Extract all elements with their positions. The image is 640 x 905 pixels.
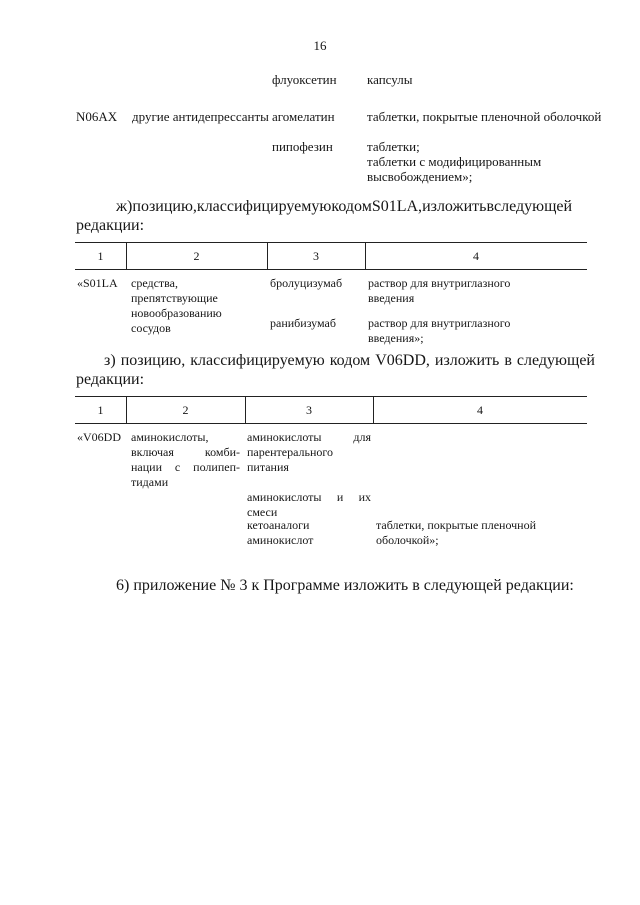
word: комби- xyxy=(204,445,240,459)
dosage-form-line: введения xyxy=(368,291,415,305)
group-name-line: аминокислоты, xyxy=(131,430,209,444)
word: с xyxy=(174,460,181,474)
drug-name: флуоксетин xyxy=(272,72,337,87)
table2-header-col2: 2 xyxy=(182,402,189,417)
group-name-line: сосудов xyxy=(131,321,171,335)
word: в xyxy=(504,352,512,369)
word: з) xyxy=(104,352,116,369)
drug-name-line: кетоаналоги xyxy=(247,518,310,532)
dosage-form: таблетки, покрытые пленочной оболочкой xyxy=(367,109,602,124)
dosage-form-line: раствор для внутриглазного xyxy=(368,276,511,290)
paragraph-z xyxy=(104,351,595,370)
atc-code: «V06DD xyxy=(77,430,121,444)
drug-name: агомелатин xyxy=(272,109,335,124)
dosage-form-line: таблетки, покрытые пленочной xyxy=(376,518,537,532)
atc-code: N06AX xyxy=(76,109,118,124)
drug-name: бролуцизумаб xyxy=(270,276,343,290)
word: аминокислоты xyxy=(247,490,322,504)
word: следующей xyxy=(494,198,573,215)
dosage-form-line: введения»; xyxy=(368,331,424,345)
group-name-line: препятствующие xyxy=(131,291,218,305)
group-name: другие антидепрессанты xyxy=(132,109,269,124)
drug-name: ранибизумаб xyxy=(270,316,336,330)
table1-header xyxy=(75,242,587,270)
drug-name-line: питания xyxy=(247,460,289,474)
drug-name-line xyxy=(247,490,371,505)
word: позицию, xyxy=(120,352,186,369)
drug-name: пипофезин xyxy=(272,139,333,154)
dosage-form: капсулы xyxy=(367,72,413,87)
word: их xyxy=(358,490,371,504)
word: включая xyxy=(131,445,174,459)
table1-header-col3: 3 xyxy=(313,248,319,263)
paragraph-zh-line2: редакции: xyxy=(76,217,145,234)
drug-name-line: смеси xyxy=(247,505,278,519)
word: S01LA, xyxy=(371,198,423,215)
drug-name-line: парентерального xyxy=(247,445,334,459)
word: кодом xyxy=(329,352,371,369)
paragraph-z-line2: редакции: xyxy=(76,371,145,388)
table1-header-col2: 2 xyxy=(193,248,200,263)
word: классифицируемую xyxy=(196,198,332,215)
word: ж) xyxy=(116,198,133,215)
paragraph-6: 6) приложение № 3 к Программе изложить в следующей редакции: xyxy=(116,577,574,594)
group-name-line: новообразованию xyxy=(131,306,222,320)
dosage-form-line: таблетки с модифицированным xyxy=(367,154,542,169)
group-name-line: тидами xyxy=(131,475,169,489)
drug-name-line xyxy=(247,430,371,445)
table2-header-col3: 3 xyxy=(306,402,312,417)
dosage-form-line: раствор для внутриглазного xyxy=(368,316,511,330)
table2-header-col4: 4 xyxy=(477,402,483,417)
word: изложить xyxy=(422,198,487,215)
paragraph-zh xyxy=(116,197,573,216)
word: кодом xyxy=(331,198,372,215)
word: для xyxy=(353,430,371,444)
word: изложить xyxy=(434,352,500,369)
group-name-line xyxy=(131,445,240,460)
table2-header xyxy=(75,396,587,424)
word: нации xyxy=(131,460,163,474)
dosage-form-line: таблетки; xyxy=(367,139,420,154)
group-name-line xyxy=(131,460,240,475)
word: и xyxy=(336,490,344,504)
word: полипеп- xyxy=(193,460,240,474)
page-number: 16 xyxy=(313,38,327,53)
drug-name-line: аминокислот xyxy=(247,533,314,547)
word: в xyxy=(486,198,494,215)
table2-header-col1: 1 xyxy=(97,402,104,417)
table1-header-col4: 4 xyxy=(473,248,479,263)
table1-header-col1: 1 xyxy=(97,248,104,263)
word: V06DD, xyxy=(375,352,430,369)
dosage-form-line: высвобождением»; xyxy=(367,169,473,184)
word: аминокислоты xyxy=(247,430,322,444)
atc-code: «S01LA xyxy=(77,276,118,290)
group-name-line: средства, xyxy=(131,276,179,290)
word: следующей xyxy=(516,352,595,369)
word: классифицируемую xyxy=(190,352,325,369)
dosage-form-line: оболочкой»; xyxy=(376,533,439,547)
word: позицию, xyxy=(132,198,197,215)
